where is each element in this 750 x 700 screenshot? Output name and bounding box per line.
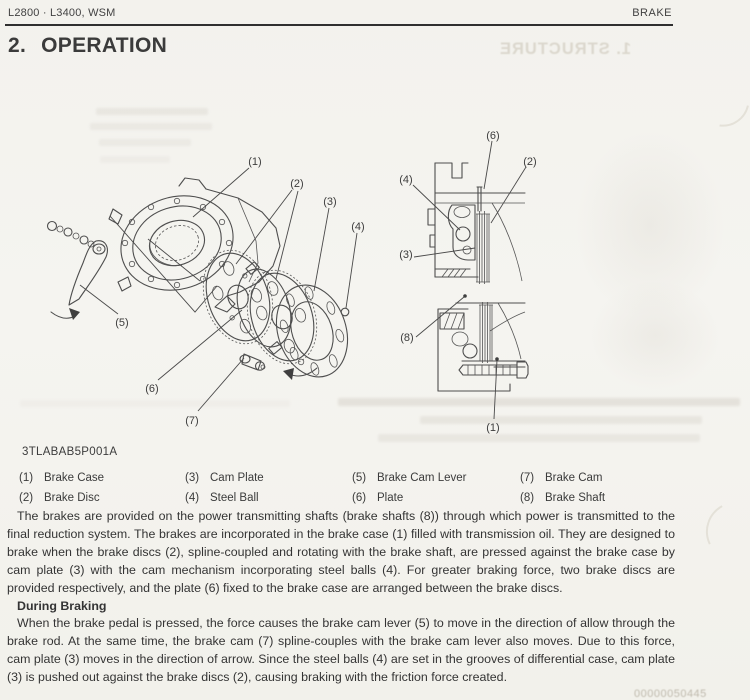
callout-label: (3) [399, 249, 413, 261]
section-title: OPERATION [41, 34, 168, 57]
legend-item: (8) Brake Shaft [520, 492, 606, 504]
page-curl-artifact [698, 495, 750, 567]
legend-item: (2) Brake Disc [19, 492, 100, 504]
callout-label: (7) [185, 415, 199, 427]
fastener-chain-drawing [48, 222, 106, 255]
brake-disc-drawing [192, 241, 284, 353]
brake-cam-drawing [240, 354, 265, 370]
cam-plate-drawing [265, 276, 359, 386]
header-model-text: L2800 · L3400, WSM [8, 7, 116, 19]
callout-label: (5) [115, 317, 129, 329]
legend-item: (7) Brake Cam [520, 472, 603, 484]
page-curl-artifact [691, 70, 750, 136]
callout-label: (4) [351, 221, 365, 233]
brake-case-drawing [109, 178, 280, 312]
parts-legend [19, 470, 665, 506]
header-section-text: BRAKE [632, 7, 672, 19]
callout-label: (6) [486, 130, 500, 142]
cross-section-figure [390, 98, 690, 450]
steel-ball-drawing [341, 308, 349, 316]
cross-section-drawing [390, 98, 690, 450]
callout-label: (4) [399, 174, 413, 186]
callout-label: (6) [145, 383, 159, 395]
legend-item: (3) Cam Plate [185, 472, 264, 484]
figure-code: 3TLABAB5P001A [22, 446, 118, 458]
operation-paragraph: The brakes are provided on the power transmitting shafts (brake shafts (8)) through which power is transmitted to the final reduction system. The brakes are incorporated in the brake case (1) filled with transmission oil. They are designed to brake when the brake discs (2), spline-coupled and rotating with the brake shaft, are pressed against the brake case by cam plate (3) with the cam mechanism incorporating steel balls (4). For greater braking force, two brake discs are provided respectively, and the plate (6) fixed to the brake case are arranged between the brake discs. [7, 509, 675, 595]
during-braking-heading: During Braking [17, 598, 107, 613]
section-lower-drawing [438, 302, 528, 391]
rotation-arrow-head-icon [283, 368, 294, 380]
callout-label: (2) [290, 178, 304, 190]
callout-label: (1) [248, 156, 262, 168]
section-upper-drawing [428, 163, 525, 284]
legend-item: (4) Steel Ball [185, 492, 259, 504]
bleed-through-code: 00000050445 [634, 688, 707, 700]
callout-label: (8) [400, 332, 414, 344]
legend-item: (5) Brake Cam Lever [352, 472, 467, 484]
brake-cam-lever-drawing [51, 241, 107, 320]
body-text [7, 508, 675, 687]
callout-label: (3) [323, 196, 337, 208]
exploded-view-drawing [30, 88, 400, 450]
callout-label: (2) [523, 156, 537, 168]
header-rule [5, 24, 673, 26]
legend-item: (1) Brake Case [19, 472, 105, 484]
page-title [8, 34, 167, 58]
exploded-view-figure [30, 88, 400, 450]
bleed-through-heading: 1. STRUCTURE [498, 40, 632, 58]
callout-label: (1) [486, 422, 500, 434]
during-braking-paragraph: When the brake pedal is pressed, the force causes the brake cam lever (5) to move in the direction of allow through the brake rod. At the same time, the brake cam (7) spline-couples with the brake cam lever also moves. Due to this force, cam plate (3) moves in the direction of arrow. Since the steel balls (4) are set in the grooves of differential case, cam plate (3) is pushed out against the brake discs (2), causing braking with the friction force created. [7, 616, 675, 685]
section-number: 2. [8, 34, 27, 57]
legend-item: (6) Plate [352, 492, 404, 504]
